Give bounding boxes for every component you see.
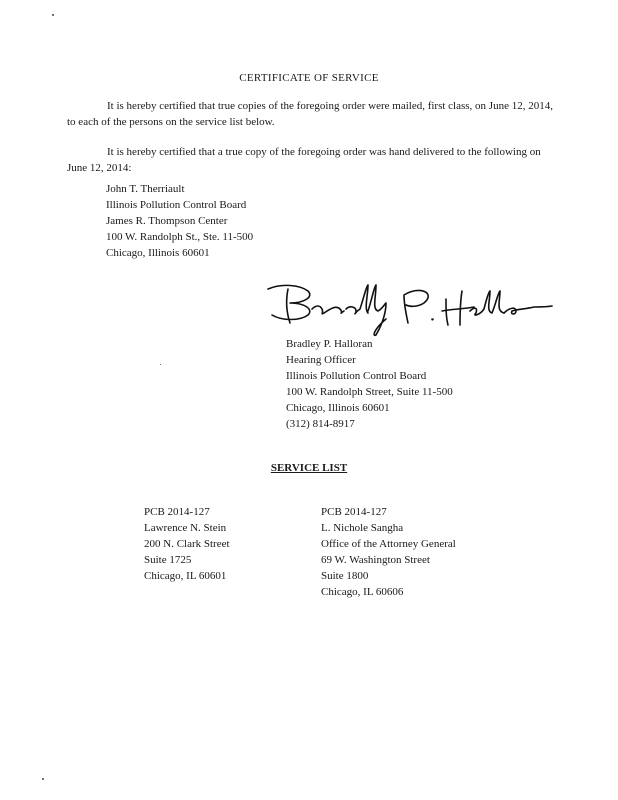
case-number: PCB 2014-127 xyxy=(321,506,387,518)
address-line: 200 N. Clark Street xyxy=(144,538,230,550)
signer-address-line: 100 W. Randolph Street, Suite 11-500 xyxy=(286,386,453,398)
scan-speck xyxy=(52,14,54,16)
signer-title: Hearing Officer xyxy=(286,354,356,366)
signer-address-line: Chicago, Illinois 60601 xyxy=(286,402,390,414)
address-line: James R. Thompson Center xyxy=(106,215,228,227)
address-line: Chicago, Illinois 60601 xyxy=(106,247,210,259)
certificate-title: CERTIFICATE OF SERVICE xyxy=(239,72,379,84)
address-line: 100 W. Randolph St., Ste. 11-500 xyxy=(106,231,254,243)
scan-speck xyxy=(160,364,161,365)
party-name: Lawrence N. Stein xyxy=(144,522,227,534)
signer-block xyxy=(286,336,453,432)
address-line: Illinois Pollution Control Board xyxy=(106,199,247,211)
handwritten-signature xyxy=(264,279,554,339)
address-line: Chicago, IL 60601 xyxy=(144,570,227,582)
case-number: PCB 2014-127 xyxy=(144,506,210,518)
scan-speck xyxy=(42,778,44,780)
address-line: Suite 1725 xyxy=(144,554,192,566)
service-list-title: SERVICE LIST xyxy=(270,462,348,474)
hand-delivery-recipient-address xyxy=(106,181,253,261)
signer-phone: (312) 814-8917 xyxy=(286,418,355,430)
address-line: Chicago, IL 60606 xyxy=(321,586,404,598)
party-name: L. Nichole Sangha xyxy=(321,522,404,534)
mail-certification-paragraph: It is hereby certified that true copies of the foregoing order were mailed, first class, on June 12, 2014, to each of the persons on the service list below. xyxy=(67,100,553,128)
signer-name: Bradley P. Halloran xyxy=(286,338,373,350)
address-line: Office of the Attorney General xyxy=(321,538,456,550)
service-list-entry xyxy=(321,504,456,600)
address-line: John T. Therriault xyxy=(106,183,185,195)
signer-address-line: Illinois Pollution Control Board xyxy=(286,370,427,382)
service-list-entry xyxy=(144,504,230,584)
address-line: Suite 1800 xyxy=(321,570,369,582)
hand-delivery-paragraph: It is hereby certified that a true copy of the foregoing order was hand delivered to the following on June 12, 2014: xyxy=(67,146,541,174)
address-line: 69 W. Washington Street xyxy=(321,554,430,566)
